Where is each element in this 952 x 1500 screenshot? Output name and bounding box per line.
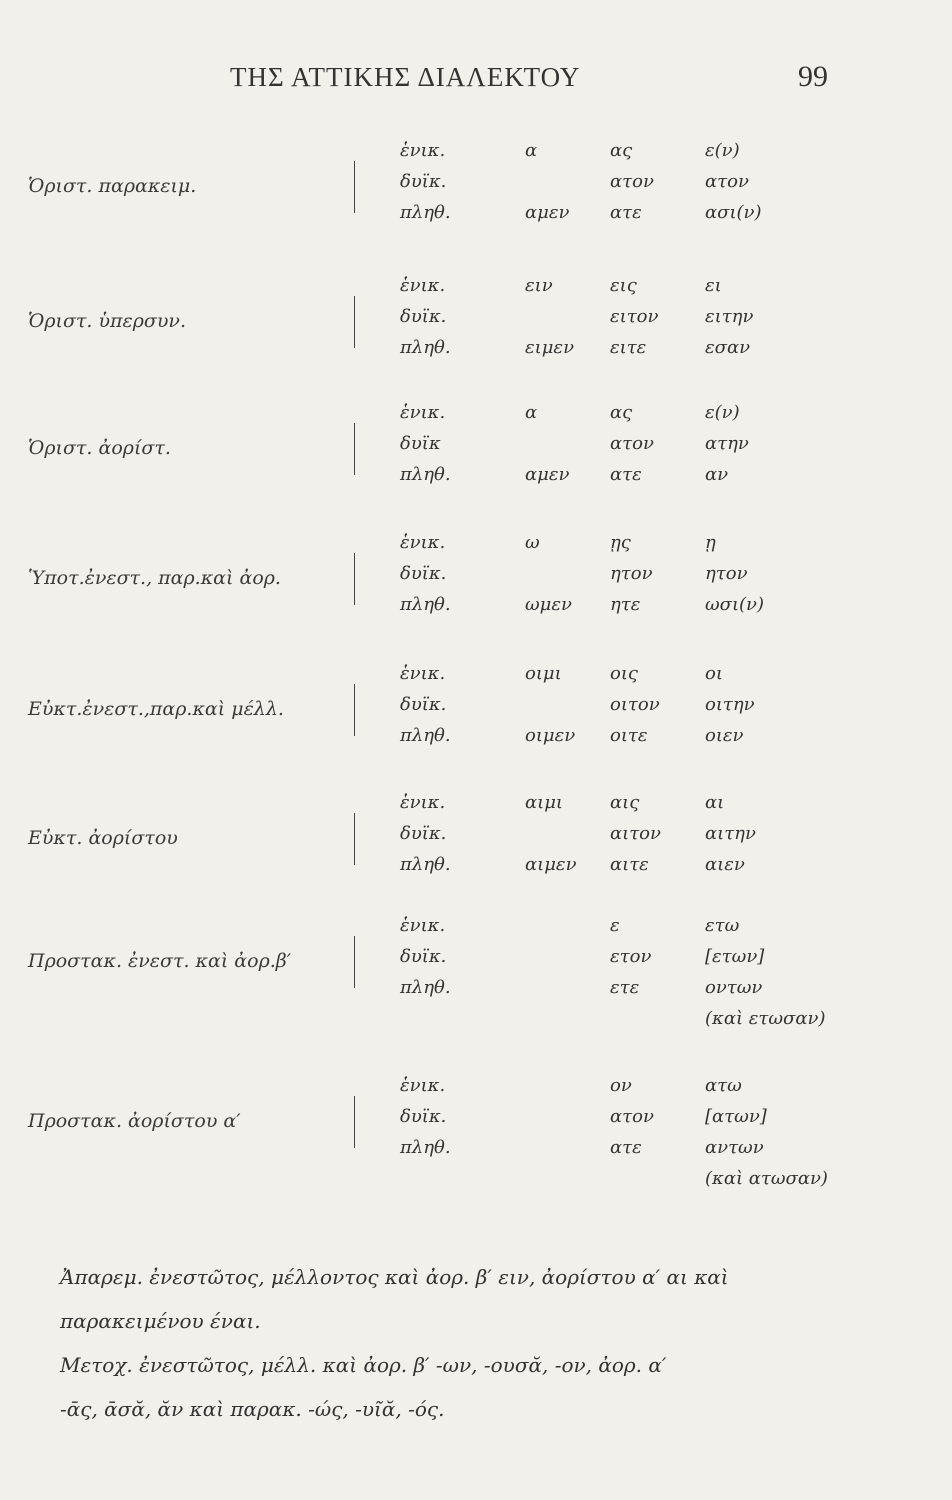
number-label: ἑνικ.	[400, 140, 446, 161]
ending-third-person: ετω	[705, 915, 740, 936]
ending-third-person: οι	[705, 663, 723, 684]
ending-first-person: οιμι	[525, 663, 562, 684]
running-head: ΤΗΣ ΑΤΤΙΚΗΣ ΔΙΑΛΕΚΤΟΥ	[230, 62, 581, 92]
ending-second-person: ας	[610, 402, 633, 423]
paradigm-row	[0, 171, 952, 201]
paradigm-row	[0, 594, 952, 624]
ending-third-person: αιεν	[705, 854, 745, 875]
ending-third-person: οντων	[705, 977, 763, 998]
ending-second-person: ατον	[610, 1106, 654, 1127]
number-label: ἑνικ.	[400, 915, 446, 936]
number-label: δυϊκ.	[400, 946, 447, 967]
number-label: δυϊκ.	[400, 1106, 447, 1127]
mood-label: Εὐκτ.ἐνεστ.,παρ.καὶ μέλλ.	[28, 698, 284, 720]
ending-first-person: α	[525, 140, 538, 161]
ending-first-person: α	[525, 402, 538, 423]
number-label: δυϊκ.	[400, 171, 447, 192]
ending-third-person: αντων	[705, 1137, 764, 1158]
number-label: ἑνικ.	[400, 663, 446, 684]
ending-third-person: ει	[705, 275, 722, 296]
paradigm-row	[0, 694, 952, 724]
number-label: πληθ.	[400, 594, 451, 615]
paradigm-row	[0, 402, 952, 432]
ending-second-person: ατε	[610, 464, 642, 485]
ending-first-person: οιμεν	[525, 725, 576, 746]
number-label: πληθ.	[400, 854, 451, 875]
ending-third-person: [ατων]	[705, 1106, 767, 1127]
mood-label: Εὐκτ. ἀορίστου	[28, 827, 178, 849]
mood-label: Ὁριστ. ἀορίστ.	[28, 437, 171, 459]
number-label: ἑνικ.	[400, 275, 446, 296]
number-label: πληθ.	[400, 725, 451, 746]
paradigm-row	[0, 464, 952, 494]
number-label: δυϊκ	[400, 433, 441, 454]
mood-label: Ὁριστ. ὑπερσυν.	[28, 310, 187, 332]
paradigm-row	[0, 854, 952, 884]
ending-third-person: ατην	[705, 433, 749, 454]
number-label: δυϊκ.	[400, 563, 447, 584]
number-label: πληθ.	[400, 337, 451, 358]
ending-third-person: (καὶ ετωσαν)	[705, 1008, 826, 1029]
ending-second-person: ετον	[610, 946, 652, 967]
paradigm-row	[0, 725, 952, 755]
paradigm-row	[0, 1168, 952, 1198]
ending-third-person: ε(ν)	[705, 140, 740, 161]
note-line: παρακειμένου έναι.	[60, 1309, 261, 1333]
ending-second-person: οιτον	[610, 694, 660, 715]
note-line: -ᾱς, ᾱσᾰ, ᾰν καὶ παρακ. -ώς, -υῖᾰ, -ός.	[60, 1397, 445, 1421]
paradigm-row	[0, 1106, 952, 1136]
ending-second-person: ον	[610, 1075, 632, 1096]
ending-second-person: ειτον	[610, 306, 659, 327]
paradigm-row	[0, 532, 952, 562]
paradigm-row	[0, 1075, 952, 1105]
paradigm-row	[0, 1137, 952, 1167]
ending-second-person: αιτον	[610, 823, 661, 844]
ending-second-person: ε	[610, 915, 620, 936]
ending-third-person: αν	[705, 464, 729, 485]
ending-second-person: ατον	[610, 171, 654, 192]
ending-first-person: ωμεν	[525, 594, 572, 615]
paradigm-row	[0, 202, 952, 232]
paradigm-row	[0, 946, 952, 976]
ending-second-person: ητον	[610, 563, 653, 584]
number-label: δυϊκ.	[400, 823, 447, 844]
ending-first-person: ω	[525, 532, 540, 553]
ending-third-person: ωσι(ν)	[705, 594, 765, 615]
paradigm-row	[0, 823, 952, 853]
ending-second-person: ατον	[610, 433, 654, 454]
ending-second-person: ατε	[610, 202, 642, 223]
ending-second-person: εις	[610, 275, 637, 296]
ending-third-person: οιτην	[705, 694, 755, 715]
number-label: ἑνικ.	[400, 532, 446, 553]
paradigm-row	[0, 915, 952, 945]
ending-third-person: ασι(ν)	[705, 202, 762, 223]
ending-second-person: ῃς	[610, 532, 631, 553]
number-label: πληθ.	[400, 464, 451, 485]
ending-third-person: ε(ν)	[705, 402, 740, 423]
number-label: ἑνικ.	[400, 792, 446, 813]
number-label: ἑνικ.	[400, 1075, 446, 1096]
paradigm-row	[0, 275, 952, 305]
page-number: 99	[798, 60, 828, 93]
mood-label: Προστακ. ἐνεστ. καὶ ἀορ.β′	[28, 950, 292, 972]
ending-first-person: αιμι	[525, 792, 563, 813]
ending-third-person: ητον	[705, 563, 748, 584]
number-label: δυϊκ.	[400, 694, 447, 715]
number-label: πληθ.	[400, 1137, 451, 1158]
ending-second-person: ειτε	[610, 337, 647, 358]
ending-third-person: αιτην	[705, 823, 756, 844]
ending-second-person: ετε	[610, 977, 640, 998]
number-label: δυϊκ.	[400, 306, 447, 327]
paradigm-row	[0, 663, 952, 693]
ending-third-person: ειτην	[705, 306, 754, 327]
number-label: πληθ.	[400, 202, 451, 223]
note-line: Ἀπαρεμ. ἐνεστῶτος, μέλλοντος καὶ ἀορ. β′ ειν, ἀορίστου α′ αι καὶ	[60, 1265, 729, 1289]
ending-first-person: αμεν	[525, 464, 570, 485]
ending-first-person: αιμεν	[525, 854, 577, 875]
ending-second-person: ητε	[610, 594, 641, 615]
number-label: πληθ.	[400, 977, 451, 998]
mood-label: Ὑποτ.ἐνεστ., παρ.καὶ ἀορ.	[28, 567, 281, 589]
paradigm-row	[0, 433, 952, 463]
ending-first-person: αμεν	[525, 202, 570, 223]
mood-label: Ὁριστ. παρακειμ.	[28, 175, 197, 197]
ending-first-person: ειν	[525, 275, 553, 296]
paradigm-row	[0, 792, 952, 822]
paradigm-row	[0, 563, 952, 593]
ending-second-person: αιτε	[610, 854, 649, 875]
ending-third-person: [ετων]	[705, 946, 765, 967]
ending-first-person: ειμεν	[525, 337, 575, 358]
paradigm-row	[0, 977, 952, 1007]
ending-third-person: οιεν	[705, 725, 744, 746]
ending-second-person: οιτε	[610, 725, 648, 746]
paradigm-row	[0, 306, 952, 336]
ending-third-person: ατω	[705, 1075, 742, 1096]
ending-third-person: ῃ	[705, 532, 716, 553]
ending-third-person: εσαν	[705, 337, 751, 358]
paradigm-row	[0, 1008, 952, 1038]
ending-second-person: αις	[610, 792, 640, 813]
number-label: ἑνικ.	[400, 402, 446, 423]
paradigm-row	[0, 337, 952, 367]
ending-second-person: ατε	[610, 1137, 642, 1158]
ending-second-person: ας	[610, 140, 633, 161]
ending-third-person: ατον	[705, 171, 749, 192]
ending-second-person: οις	[610, 663, 638, 684]
mood-label: Προστακ. ἀορίστου α′	[28, 1110, 241, 1132]
ending-third-person: (καὶ ατωσαν)	[705, 1168, 828, 1189]
note-line: Μετοχ. ἐνεστῶτος, μέλλ. καὶ ἀορ. β′ -ων, -ουσᾰ, -ον, ἀορ. α′	[60, 1353, 667, 1377]
ending-third-person: αι	[705, 792, 725, 813]
paradigm-row	[0, 140, 952, 170]
